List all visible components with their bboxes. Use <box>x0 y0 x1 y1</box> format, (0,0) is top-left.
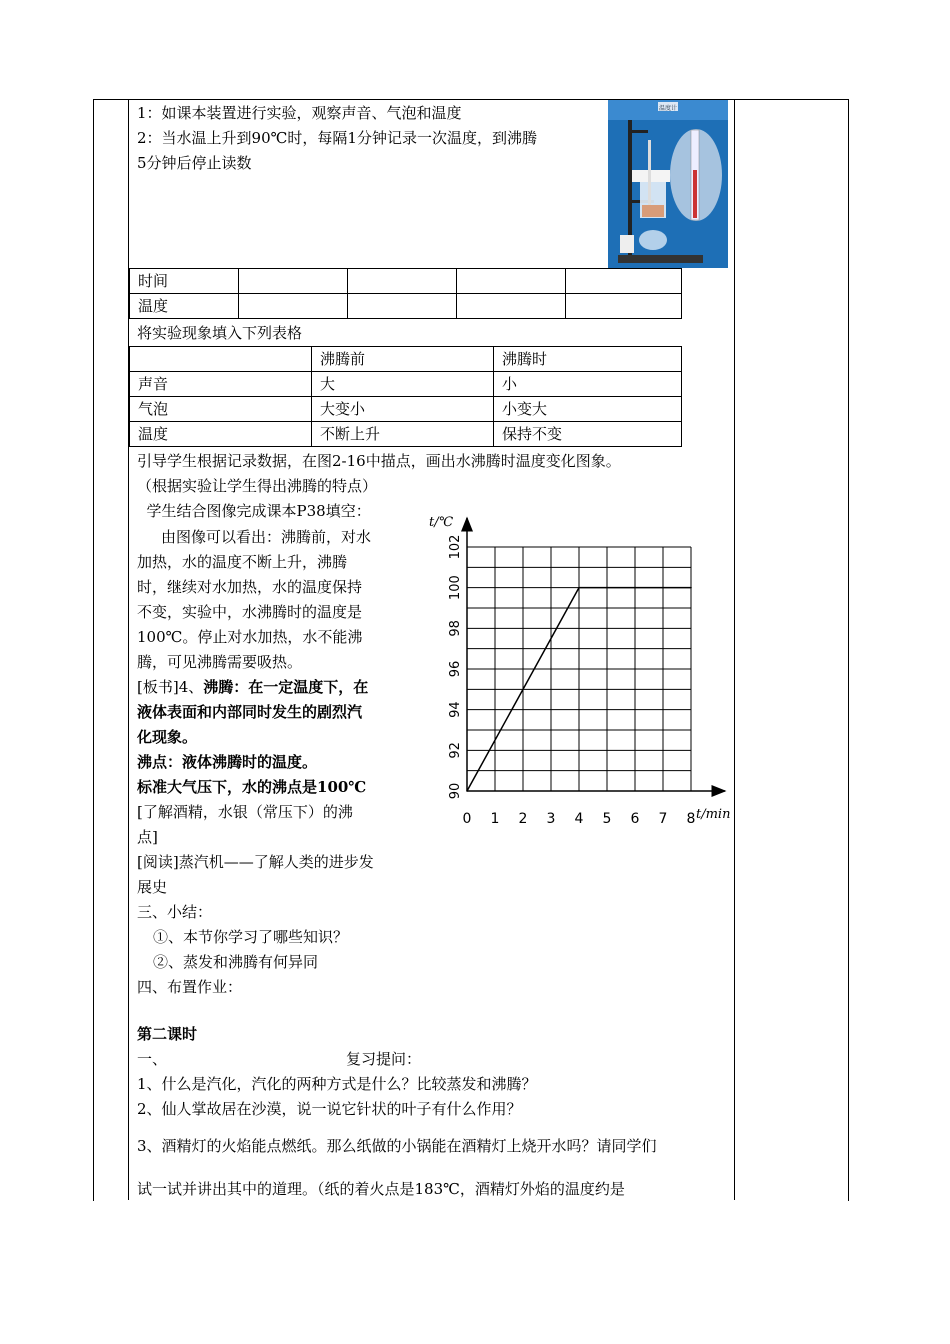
board-prefix: [板书]4、 <box>137 678 204 696</box>
photo-label: 温度计 <box>658 105 678 112</box>
summary-q2: ②、蒸发和沸腾有何异同 <box>153 953 319 971</box>
table-cell <box>348 294 457 319</box>
y-tick-label: 102 <box>448 534 463 560</box>
data-point <box>690 587 692 589</box>
lesson2-part-title: 复习提问： <box>346 1050 422 1068</box>
phenomena-table <box>129 346 682 447</box>
header-cell: 沸腾前 <box>312 347 494 372</box>
lesson2-q3: 3、酒精灯的火焰能点燃纸。那么纸做的小锅能在酒精灯上烧开水吗？请同学们 <box>137 1137 657 1155</box>
y-tick-label: 90 <box>448 782 463 800</box>
board-line-5: 标准大气压下，水的沸点是100℃ <box>137 778 367 796</box>
y-tick-label: 92 <box>448 742 463 759</box>
table-header-row <box>130 347 682 372</box>
x-tick-label: 1 <box>490 811 500 827</box>
step-2-cont: 5分钟后停止读数 <box>137 154 252 172</box>
summary-title: 三、小结： <box>137 903 213 921</box>
row-label: 温度 <box>130 294 239 319</box>
extra-line: 点] <box>137 828 158 846</box>
table-cell: 小 <box>494 372 682 397</box>
data-point <box>466 790 468 792</box>
extra-line: 展史 <box>137 878 168 896</box>
table-cell: 声音 <box>130 372 312 397</box>
x-tick-label: 8 <box>686 811 696 827</box>
x-tick-label: 0 <box>462 811 472 827</box>
apparatus-photo <box>608 100 728 268</box>
summary-q1: ①、本节你学习了哪些知识？ <box>153 928 349 946</box>
table-cell <box>566 269 682 294</box>
header-cell: 沸腾时 <box>494 347 682 372</box>
y-tick-label: 96 <box>448 660 463 678</box>
phenomena-intro: 将实验现象填入下列表格 <box>137 324 303 342</box>
table-row <box>130 397 682 422</box>
table-cell <box>348 269 457 294</box>
analysis-line: 由图像可以看出：沸腾前，对水 <box>161 528 372 546</box>
x-axis-label: t/min <box>696 807 731 822</box>
left-column-divider <box>128 99 129 1200</box>
board-boiling-def: 沸腾：在一定温度下，在 <box>203 678 369 696</box>
board-line-3: 化现象。 <box>137 728 198 746</box>
analysis-line: 100℃。停止对水加热，水不能沸 <box>137 628 363 646</box>
x-tick-label: 5 <box>602 811 612 827</box>
table-cell: 不断上升 <box>312 422 494 447</box>
lesson2-q1: 1、什么是汽化，汽化的两种方式是什么？比较蒸发和沸腾？ <box>137 1075 537 1093</box>
table-cell: 小变大 <box>494 397 682 422</box>
extra-line: [了解酒精，水银（常压下）的沸 <box>137 803 353 821</box>
step-2: 2：当水温上升到90℃时，每隔1分钟记录一次温度，到沸腾 <box>137 129 537 147</box>
lesson2-part-num: 一、 <box>137 1050 168 1068</box>
guide-line-3: 学生结合图像完成课本P38填空： <box>137 502 371 520</box>
board-line-4: 沸点：液体沸腾时的温度。 <box>137 753 318 771</box>
y-tick-label: 94 <box>448 701 463 718</box>
table-cell <box>239 269 348 294</box>
table-cell <box>457 294 566 319</box>
table-cell <box>239 294 348 319</box>
analysis-line: 腾，可见沸腾需要吸热。 <box>137 653 303 671</box>
lesson2-q2: 2、仙人掌故居在沙漠，说一说它针状的叶子有什么作用？ <box>137 1100 522 1118</box>
x-tick-label: 4 <box>574 811 584 827</box>
boiling-chart <box>425 508 735 833</box>
analysis-line: 不变，实验中，水沸腾时的温度是 <box>137 603 363 621</box>
table-cell <box>457 269 566 294</box>
homework-heading: 四、布置作业： <box>137 978 243 996</box>
analysis-line: 时，继续对水加热，水的温度保持 <box>137 578 363 596</box>
table-cell: 气泡 <box>130 397 312 422</box>
table-cell <box>566 294 682 319</box>
table-row <box>130 294 682 319</box>
y-axis-label: t/℃ <box>429 515 454 530</box>
x-tick-label: 3 <box>546 811 556 827</box>
data-point <box>578 587 580 589</box>
table-cell: 温度 <box>130 422 312 447</box>
x-tick-label: 7 <box>658 811 668 827</box>
table-cell: 大变小 <box>312 397 494 422</box>
table-cell: 大 <box>312 372 494 397</box>
lesson2-q3-cont: 试一试并讲出其中的道理。（纸的着火点是183℃，酒精灯外焰的温度约是 <box>137 1180 625 1198</box>
step-1: 1：如课本装置进行实验，观察声音、气泡和温度 <box>137 104 462 122</box>
table-row <box>130 422 682 447</box>
y-tick-label: 100 <box>448 575 463 601</box>
y-tick-label: 98 <box>448 620 463 637</box>
board-line-1 <box>137 675 368 700</box>
analysis-line: 加热，水的温度不断上升，沸腾 <box>137 553 348 571</box>
record-table <box>129 268 682 319</box>
table-cell: 保持不变 <box>494 422 682 447</box>
lesson2-title: 第二课时 <box>137 1025 198 1043</box>
extra-line: [阅读]蒸汽机——了解人类的进步发 <box>137 853 374 871</box>
row-label: 时间 <box>130 269 239 294</box>
guide-line-1: 引导学生根据记录数据，在图2-16中描点，画出水沸腾时温度变化图象。 <box>137 452 621 470</box>
header-cell <box>130 347 312 372</box>
x-tick-label: 6 <box>630 811 640 827</box>
table-row <box>130 372 682 397</box>
chart-svg <box>425 508 735 833</box>
guide-line-2: （根据实验让学生得出沸腾的特点） <box>137 477 378 495</box>
x-tick-label: 2 <box>518 811 528 827</box>
table-row <box>130 269 682 294</box>
board-line-2: 液体表面和内部同时发生的剧烈汽 <box>137 703 363 721</box>
